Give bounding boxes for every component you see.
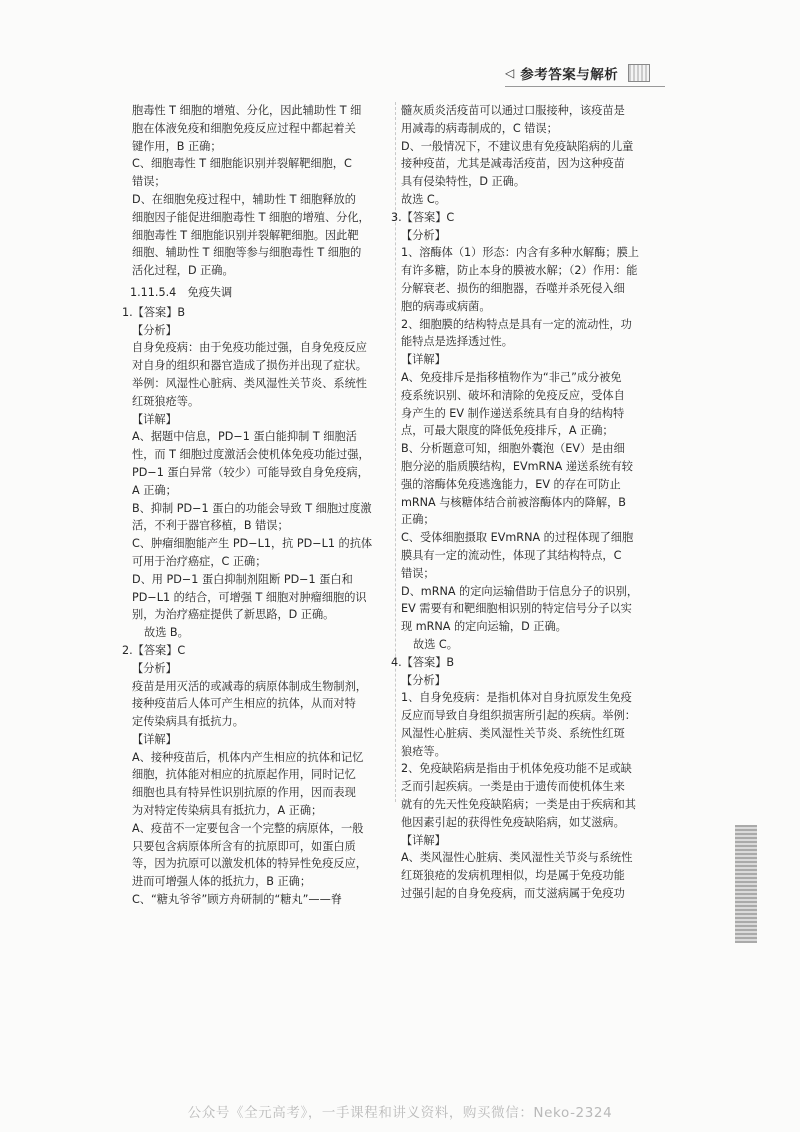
text-line: A、接种疫苗后，机体内产生相应的抗体和记忆: [132, 750, 364, 764]
text-line: 细胞，抗体能对相应的抗原起作用，同时记忆: [132, 768, 356, 782]
text-line: 反应而导致自身组织损害所引起的疾病。举例：: [401, 709, 636, 723]
text-line: 活，不利于器官移植，B 错误；: [132, 519, 289, 533]
text-line: D、一般情况下，不建议患有免疫缺陷病的儿童: [401, 139, 634, 153]
text-line: 为对特定传染病具有抵抗力，A 正确；: [132, 804, 323, 818]
text-line: 胞在体液免疫和细胞免疫反应过程中都起着关: [132, 121, 356, 135]
text-line: 身产生的 EV 制作递送系统具有自身的结构特: [401, 406, 625, 420]
text-line: 疫苗是用灭活的或减毒的病原体制成生物制剂，: [132, 679, 367, 693]
text-line: 活化过程，D 正确。: [132, 264, 234, 278]
text-line: 红斑狼疮等。: [132, 394, 200, 408]
text-line: 现 mRNA 的定向运输，D 正确。: [401, 620, 567, 634]
text-line: 就有的先天性免疫缺陷病；一类是由于疾病和其: [401, 798, 636, 812]
text-line: 有许多糖，防止本身的膜被水解；（2）作用：能: [401, 264, 638, 278]
text-line: 可用于治疗癌症，C 正确；: [132, 554, 267, 568]
text-line: 2、免疫缺陷病是指由于机体免疫功能不足或缺: [401, 762, 632, 776]
detail-tag: 【详解】: [401, 353, 446, 367]
text-line: 接种疫苗，尤其是减毒活疫苗，因为这种疫苗: [401, 157, 625, 171]
text-line: EV 需要有和靶细胞相识别的特定信号分子以实: [401, 602, 632, 616]
conclusion: 故选 C。: [401, 192, 446, 206]
conclusion: 故选 C。: [413, 637, 458, 651]
analysis-tag: 【分析】: [401, 228, 446, 242]
text-line: 风湿性心脏病、类风湿性关节炎、系统性红斑: [401, 726, 625, 740]
footer-watermark: 公众号《全元高考》，一手课程和讲义资料，购买微信：Neko-2324: [187, 1105, 613, 1121]
detail-tag: 【详解】: [132, 412, 177, 426]
page-edge-tab: [735, 825, 757, 943]
text-line: D、mRNA 的定向运输借助于信息分子的识别，: [401, 584, 639, 598]
text-line: 对自身的组织和器官造成了损伤并出现了症状。: [132, 359, 367, 373]
text-line: 乏而引起疾病。一类是由于遗传而使机体生来: [401, 780, 625, 794]
text-line: 胞分泌的脂质膜结构，EVmRNA 递送系统有较: [401, 459, 633, 473]
text-line: 点，可最大限度的降低免疫排斥，A 正确；: [401, 424, 614, 438]
text-line: 进而可增强人体的抵抗力，B 正确；: [132, 875, 312, 889]
answer-label: 4.【答案】B: [391, 655, 455, 669]
analysis-tag: 【分析】: [132, 323, 177, 337]
text-line: C、细胞毒性 T 细胞能识别并裂解靶细胞，C: [132, 157, 352, 171]
text-line: 举例：风湿性心脏病、类风湿性关节炎、系统性: [132, 376, 367, 390]
page-header: [505, 62, 650, 84]
text-line: A、类风湿性心脏病、类风湿性关节炎与系统性: [401, 851, 633, 865]
text-line: A 正确；: [132, 483, 177, 497]
text-line: B、抑制 PD−1 蛋白的功能会导致 T 细胞过度激: [132, 501, 372, 515]
conclusion: 故选 B。: [144, 626, 189, 640]
text-line: C、肿瘤细胞能产生 PD−L1，抗 PD−L1 的抗体: [132, 537, 373, 551]
text-line: 强的溶酶体免疫逃逸能力，EV 的存在可防止: [401, 477, 621, 491]
text-line: 等，因为抗原可以激发机体的特异性免疫反应，: [132, 857, 367, 871]
left-triangle-icon: ◁: [505, 66, 515, 80]
section-heading: 1.11.5.4 免疫失调: [130, 285, 233, 299]
text-line: 髓灰质炎活疫苗可以通过口服接种，该疫苗是: [401, 104, 625, 117]
text-line: C、“糖丸爷爷”顾方舟研制的“糖丸”——脊: [132, 893, 342, 907]
text-line: 2、细胞膜的结构特点是具有一定的流动性，功: [401, 317, 632, 331]
text-line: 1、溶酶体（1）形态：内含有多种水解酶；膜上: [401, 246, 639, 260]
text-line: 狼疮等。: [401, 744, 446, 758]
chapter-badge-icon: [628, 64, 650, 82]
analysis-tag: 【分析】: [132, 661, 177, 675]
text-line: 细胞因子能促进细胞毒性 T 细胞的增殖、分化，: [132, 210, 370, 224]
text-line: C、受体细胞摄取 EVmRNA 的过程体现了细胞: [401, 531, 634, 545]
text-line: B、分析题意可知，细胞外囊泡（EV）是由细: [401, 442, 625, 456]
right-column: [391, 102, 663, 903]
text-line: 只要包含病原体所含有的抗原即可，如蛋白质: [132, 839, 356, 853]
text-line: D、在细胞免疫过程中，辅助性 T 细胞释放的: [132, 192, 356, 206]
text-line: 他因素引起的获得性免疫缺陷病，如艾滋病。: [401, 815, 625, 829]
left-column: [122, 102, 390, 909]
text-line: 错误；: [401, 566, 435, 580]
text-line: 细胞也具有特异性识别抗原的作用，因而表现: [132, 786, 356, 800]
text-line: 正确；: [401, 513, 435, 527]
text-line: 能特点是选择透过性。: [401, 335, 513, 349]
text-line: 膜具有一定的流动性，体现了其结构特点，C: [401, 548, 622, 562]
text-line: 疫系统识别、破坏和清除的免疫反应，受体自: [401, 388, 625, 402]
text-line: 键作用，B 正确；: [132, 139, 222, 153]
text-line: 过强引起的自身免疫病，而艾滋病属于免疫功: [401, 887, 625, 901]
detail-tag: 【详解】: [132, 732, 177, 746]
text-line: 性，而 T 细胞过度激活会使机体免疫功能过强，: [132, 448, 370, 462]
text-line: 自身免疫病：由于免疫功能过强，自身免疫反应: [132, 341, 367, 355]
text-line: 细胞、辅助性 T 细胞等参与细胞毒性 T 细胞的: [132, 246, 362, 260]
text-line: PD−L1 的结合，可增强 T 细胞对肿瘤细胞的识: [132, 590, 367, 604]
text-line: 红斑狼疮的发病机理相似，均是属于免疫功能: [401, 869, 625, 883]
text-line: 具有侵染特性，D 正确。: [401, 175, 526, 189]
text-line: 用减毒的病毒制成的，C 错误；: [401, 121, 558, 135]
text-line: 错误；: [132, 175, 166, 189]
text-line: 胞毒性 T 细胞的增殖、分化，因此辅助性 T 细: [132, 104, 362, 117]
text-line: 别，为治疗癌症提供了新思路，D 正确。: [132, 608, 335, 622]
text-line: 胞的病毒或病菌。: [401, 299, 491, 313]
detail-tag: 【详解】: [401, 833, 446, 847]
answer-label: 2.【答案】C: [122, 643, 186, 657]
text-line: A、据题中信息，PD−1 蛋白能抑制 T 细胞活: [132, 430, 357, 444]
header-title: 参考答案与解析: [520, 67, 619, 83]
analysis-tag: 【分析】: [401, 673, 446, 687]
text-line: PD−1 蛋白异常（较少）可能导致自身免疫病，: [132, 465, 369, 479]
answer-label: 1.【答案】B: [122, 305, 186, 319]
header-rule: [505, 86, 665, 87]
text-line: D、用 PD−1 蛋白抑制剂阻断 PD−1 蛋白和: [132, 572, 353, 586]
text-line: mRNA 与核糖体结合前被溶酶体内的降解，B: [401, 495, 626, 509]
text-line: 细胞毒性 T 细胞能识别并裂解靶细胞。因此靶: [132, 228, 359, 242]
text-line: 接种疫苗后人体可产生相应的抗体，从而对特: [132, 697, 356, 711]
text-line: A、免疫排斥是指移植物作为“非己”成分被免: [401, 370, 622, 384]
text-line: 定传染病具有抵抗力。: [132, 715, 244, 729]
answer-label: 3.【答案】C: [391, 210, 455, 224]
column-divider: [395, 102, 396, 802]
text-line: A、疫苗不一定要包含一个完整的病原体，一般: [132, 821, 364, 835]
text-line: 分解衰老、损伤的细胞器，吞噬并杀死侵入细: [401, 281, 625, 295]
text-line: 1、自身免疫病：是指机体对自身抗原发生免疫: [401, 691, 632, 705]
